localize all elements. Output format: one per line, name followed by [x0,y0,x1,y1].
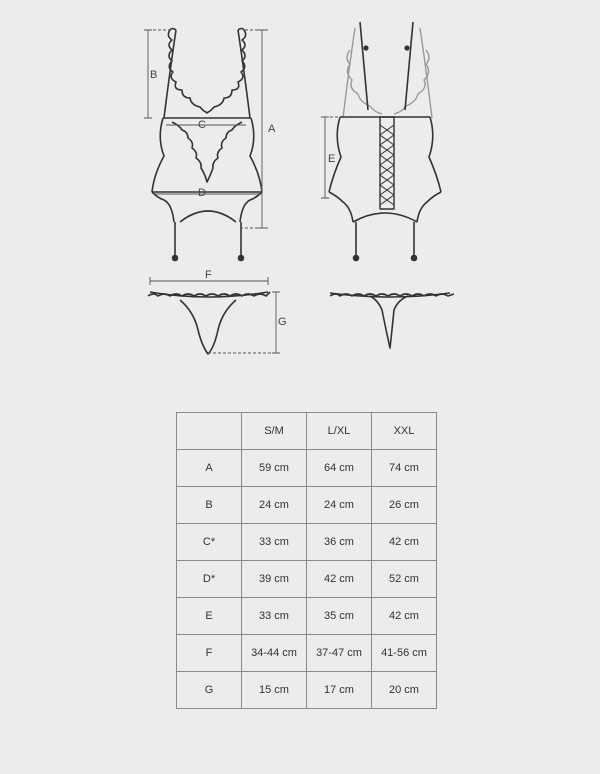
header-cell-empty [177,413,242,450]
table-cell: 42 cm [307,561,372,598]
table-cell: 17 cm [307,672,372,709]
table-row [177,635,437,672]
label-d: D [198,187,206,199]
table-row [177,598,437,635]
table-cell: 39 cm [242,561,307,598]
size-chart-table [176,412,437,709]
table-cell: 42 cm [372,524,437,561]
table-row [177,450,437,487]
label-a: A [268,123,276,135]
table-row [177,487,437,524]
row-label: E [177,598,242,635]
table-cell: 64 cm [307,450,372,487]
table-cell: 36 cm [307,524,372,561]
row-label: B [177,487,242,524]
label-g: G [278,316,287,328]
table-cell: 74 cm [372,450,437,487]
corset-front-drawing [152,29,262,261]
row-label: A [177,450,242,487]
thong-back-drawing [330,293,454,348]
row-label: D* [177,561,242,598]
corset-back-drawing [329,22,441,261]
table-cell: 15 cm [242,672,307,709]
table-cell: 24 cm [242,487,307,524]
row-label: F [177,635,242,672]
header-cell-lxl: L/XL [307,413,372,450]
row-label: C* [177,524,242,561]
label-b: B [150,69,158,81]
table-row [177,672,437,709]
header-cell-sm: S/M [242,413,307,450]
table-cell: 37-47 cm [307,635,372,672]
table-cell: 26 cm [372,487,437,524]
table-cell: 59 cm [242,450,307,487]
table-cell: 52 cm [372,561,437,598]
table-cell: 20 cm [372,672,437,709]
table-cell: 35 cm [307,598,372,635]
table-cell: 41-56 cm [372,635,437,672]
header-cell-xxl: XXL [372,413,437,450]
table-cell: 42 cm [372,598,437,635]
garment-diagram [0,0,600,380]
label-f: F [205,269,212,281]
label-e: E [328,153,336,165]
table-row [177,561,437,598]
table-cell: 33 cm [242,598,307,635]
thong-front-drawing [148,292,270,354]
label-c: C [198,119,206,131]
table-header-row [177,413,437,450]
table-row [177,524,437,561]
row-label: G [177,672,242,709]
table-cell: 33 cm [242,524,307,561]
table-cell: 34-44 cm [242,635,307,672]
table-cell: 24 cm [307,487,372,524]
